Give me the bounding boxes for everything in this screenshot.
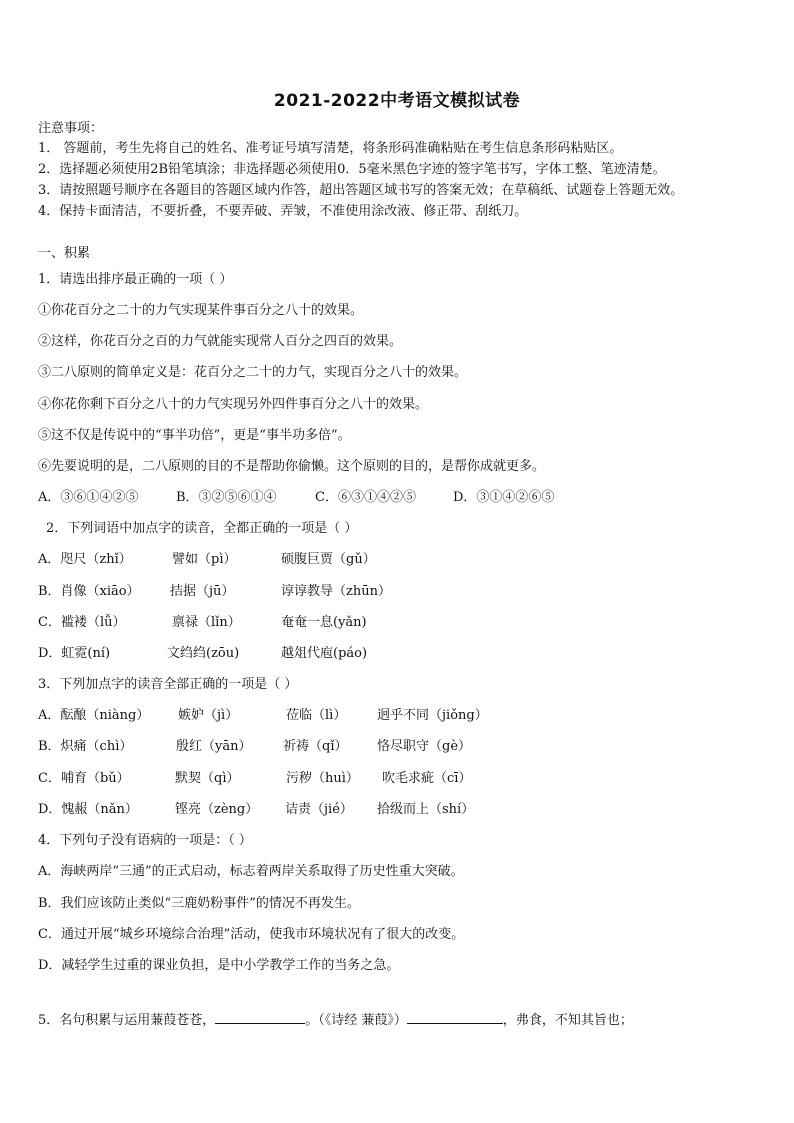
q2-option-c[interactable]: C．褴褛（lǚ） bbox=[38, 615, 126, 630]
q3-word: 拾级而上（shí） bbox=[377, 802, 475, 817]
q4-option-d[interactable]: D．减轻学生过重的课业负担，是中小学教学工作的当务之急。 bbox=[38, 958, 400, 973]
q3-word: 恪尽职守（gè） bbox=[377, 739, 472, 754]
q5-text-part3: ，弗食，不知其旨也； bbox=[502, 1013, 633, 1028]
q2-word: 譬如（pì） bbox=[172, 552, 237, 567]
q2-option-b[interactable]: B．肖像（xiāo） bbox=[38, 584, 140, 599]
notice-item: 2．选择题必须使用2B铅笔填涂；非选择题必须使用0．5毫米黑色字迹的签字笔书写，字体工整、笔迹清楚。 bbox=[38, 162, 666, 177]
question-3-stem: 3．下列加点字的读音全部正确的一项是（ ） bbox=[38, 677, 298, 692]
q1-sentence: ④你花你剩下百分之八十的力气实现另外四件事百分之八十的效果。 bbox=[38, 397, 429, 412]
q3-word: 铿亮（zèng） bbox=[175, 802, 259, 817]
q2-word: 拮据（jū） bbox=[170, 584, 235, 599]
q4-option-b[interactable]: B．我们应该防止类似“三鹿奶粉事件”的情况不再发生。 bbox=[38, 896, 360, 911]
q1-option-b[interactable]: B．③②⑤⑥①④ bbox=[176, 490, 277, 505]
q3-word: 吹毛求疵（cī） bbox=[382, 771, 472, 786]
q3-word: 默契（qì） bbox=[175, 771, 240, 786]
q3-word: 污秽（huì） bbox=[286, 771, 359, 786]
notice-item: 3．请按照题号顺序在各题目的答题区域内作答，超出答题区域书写的答案无效；在草稿纸、试题卷上答题无效。 bbox=[38, 183, 684, 198]
q2-word: 越俎代庖(páo) bbox=[281, 646, 368, 661]
q5-blank-1[interactable] bbox=[215, 1009, 305, 1024]
question-4-stem: 4．下列句子没有语病的一项是：（ ） bbox=[38, 833, 252, 848]
q1-option-c[interactable]: C．⑥③①④②⑤ bbox=[315, 490, 416, 505]
q3-word: 祈祷（qǐ） bbox=[283, 739, 348, 754]
notice-heading: 注意事项： bbox=[38, 121, 104, 136]
q5-text-part1: 5．名句积累与运用蒹葭苍苍， bbox=[38, 1013, 216, 1028]
q3-word: 诘责（jié） bbox=[285, 802, 353, 817]
q2-word: 文绉绉(zōu) bbox=[167, 646, 240, 661]
q1-sentence: ②这样，你花百分之百的力气就能实现常人百分之四百的效果。 bbox=[38, 334, 403, 349]
q2-word: 硕腹巨贾（gǔ） bbox=[281, 552, 376, 567]
q3-word: 迥乎不同（jiǒng） bbox=[377, 708, 488, 723]
q2-word: 谆谆教导（zhūn） bbox=[281, 584, 391, 599]
q3-word: 殷红（yān） bbox=[176, 739, 252, 754]
q5-blank-2[interactable] bbox=[407, 1009, 503, 1024]
q1-sentence: ①你花百分之二十的力气实现某件事百分之八十的效果。 bbox=[38, 303, 364, 318]
q3-option-b[interactable]: B．炽痛（chì） bbox=[38, 739, 133, 754]
q1-option-a[interactable]: A．③⑥①④②⑤ bbox=[38, 490, 139, 505]
question-2-stem: 2．下列词语中加点字的读音，全都正确的一项是（ ） bbox=[46, 521, 358, 536]
q1-option-d[interactable]: D．③①④②⑥⑤ bbox=[453, 490, 555, 505]
page-title: 2021-2022中考语文模拟试卷 bbox=[273, 91, 521, 111]
notice-item: 1． 答题前，考生先将自己的姓名、准考证号填写清楚，将条形码准确粘贴在考生信息条形码粘贴区。 bbox=[38, 141, 623, 156]
q5-text-part2: 。（《诗经 蒹葭》） bbox=[305, 1013, 407, 1028]
q1-sentence: ⑤这不仅是传说中的“事半功倍”，更是“事半功多倍”。 bbox=[38, 428, 351, 443]
question-1-stem: 1．请选出排序最正确的一项（ ） bbox=[38, 272, 233, 287]
notice-item: 4．保持卡面清洁，不要折叠，不要弄破、弄皱，不准使用涂改液、修正带、刮纸刀。 bbox=[38, 204, 528, 219]
q3-word: 嫉妒（jì） bbox=[178, 708, 239, 723]
q2-option-d[interactable]: D．虹霓(ní) bbox=[38, 646, 111, 661]
q2-word: 禀禄（lǐn） bbox=[172, 615, 241, 630]
question-5 bbox=[38, 1009, 633, 1030]
q3-option-a[interactable]: A．酝酿（niàng） bbox=[38, 708, 150, 723]
q2-option-a[interactable]: A．咫尺（zhǐ） bbox=[38, 552, 132, 567]
q4-option-c[interactable]: C．通过开展“城乡环境综合治理”活动，使我市环境状况有了很大的改变。 bbox=[38, 927, 465, 942]
q1-sentence: ③二八原则的简单定义是：花百分之二十的力气，实现百分之八十的效果。 bbox=[38, 365, 468, 380]
section-heading: 一、积累 bbox=[38, 246, 91, 261]
q3-word: 莅临（lì） bbox=[286, 708, 347, 723]
q4-option-a[interactable]: A．海峡两岸“三通”的正式启动，标志着两岸关系取得了历史性重大突破。 bbox=[38, 864, 464, 879]
q1-sentence: ⑥先要说明的是，二八原则的目的不是帮助你偷懒。这个原则的目的，是帮你成就更多。 bbox=[38, 459, 546, 474]
q3-option-d[interactable]: D．愧赧（nǎn） bbox=[38, 802, 138, 817]
q3-option-c[interactable]: C．哺育（bǔ） bbox=[38, 771, 130, 786]
q2-word: 奄奄一息(yǎn) bbox=[281, 615, 367, 630]
